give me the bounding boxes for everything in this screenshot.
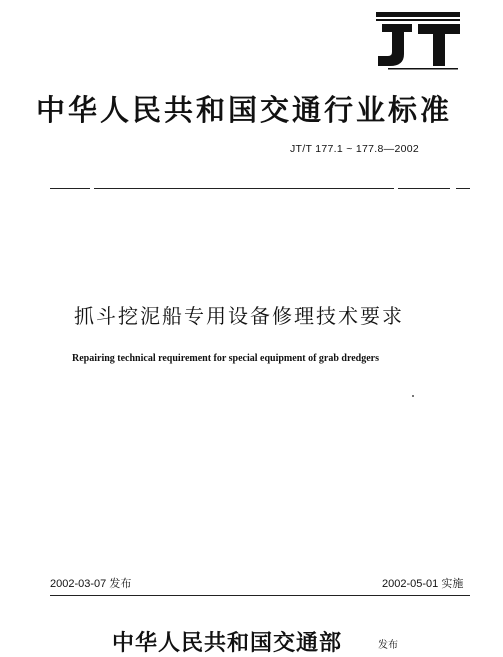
divider [398, 188, 450, 189]
standard-code: JT/T 177.1 ~ 177.8—2002 [290, 143, 419, 155]
bottom-divider [50, 595, 470, 596]
implementation-date: 2002-05-01 实施 [382, 578, 464, 590]
standard-category-title: 中华人民共和国交通行业标准 [36, 93, 453, 127]
divider [94, 188, 394, 189]
document-title-english: Repairing technical requirement for special equipment of grab dredgers [72, 353, 380, 364]
publisher-name: 中华人民共和国交通部 [112, 630, 343, 656]
jt-logo [368, 10, 468, 70]
divider [50, 188, 90, 189]
scan-speck [412, 395, 414, 397]
document-title-chinese: 抓斗挖泥船专用设备修理技术要求 [74, 304, 404, 328]
divider [456, 188, 470, 189]
issue-date: 2002-03-07 发布 [50, 578, 132, 590]
publisher-suffix: 发布 [378, 640, 398, 651]
